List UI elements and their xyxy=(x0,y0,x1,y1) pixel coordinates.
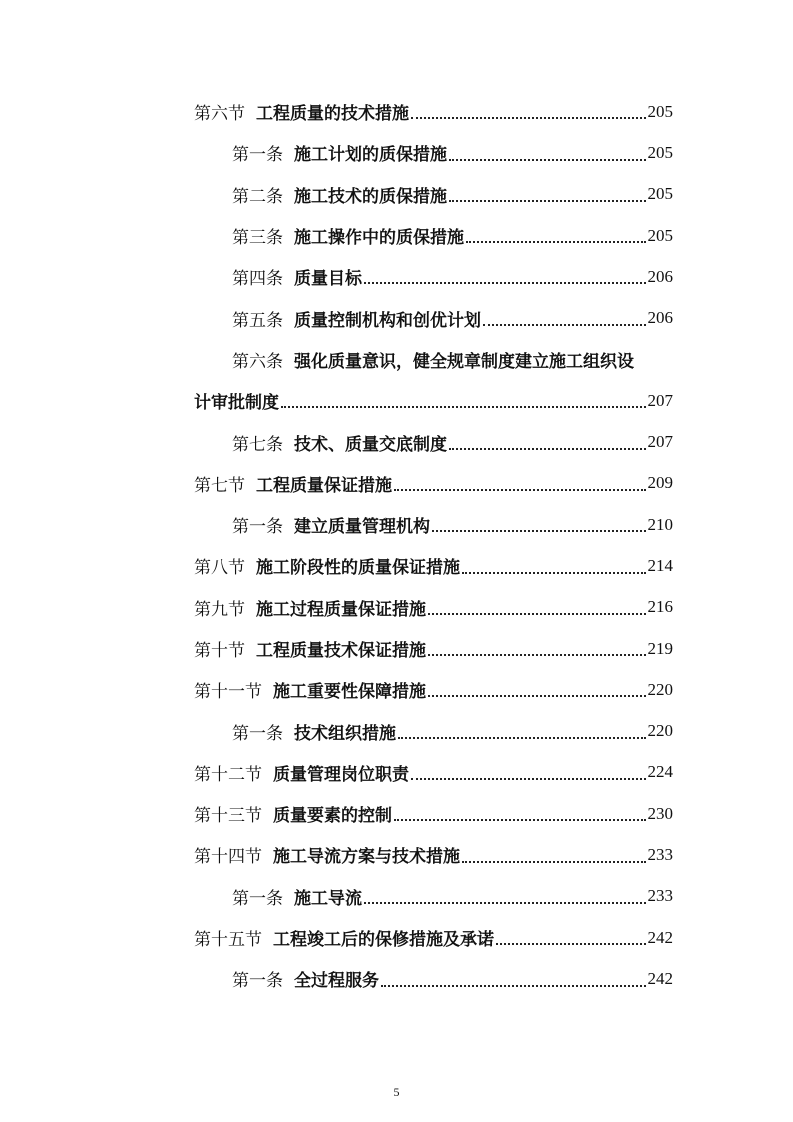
dot-leader xyxy=(428,654,646,656)
table-of-contents xyxy=(194,91,673,1000)
toc-entry-title: 施工阶段性的质量保证措施 xyxy=(256,558,460,579)
toc-entry-page: 210 xyxy=(647,514,673,534)
toc-entry-page: 224 xyxy=(647,762,673,782)
toc-entry[interactable] xyxy=(194,669,673,710)
toc-entry-title: 施工过程质量保证措施 xyxy=(256,599,426,620)
toc-entry[interactable] xyxy=(194,876,673,917)
toc-entry-page: 205 xyxy=(647,225,673,245)
toc-entry-page: 233 xyxy=(647,886,673,906)
toc-entry-title: 质量管理岗位职责 xyxy=(273,764,409,785)
toc-entry-number: 第七条 xyxy=(232,434,283,455)
toc-entry[interactable] xyxy=(194,752,673,793)
toc-entry-title: 施工技术的质保措施 xyxy=(294,186,447,207)
toc-entry-number: 第一条 xyxy=(232,517,283,538)
toc-entry-title: 工程质量的技术措施 xyxy=(256,104,409,125)
toc-entry[interactable] xyxy=(194,917,673,958)
toc-entry-page: 230 xyxy=(647,803,673,823)
toc-entry-title: 施工操作中的质保措施 xyxy=(294,228,464,249)
dot-leader xyxy=(381,985,646,987)
toc-entry-title: 技术、质量交底制度 xyxy=(294,434,447,455)
toc-entry-number: 第四条 xyxy=(232,269,283,290)
dot-leader xyxy=(428,695,646,697)
dot-leader xyxy=(462,861,646,863)
dot-leader xyxy=(449,200,646,202)
toc-entry[interactable] xyxy=(194,463,673,504)
toc-entry-title: 施工导流 xyxy=(294,888,362,909)
toc-entry-title-continuation: 计审批制度 xyxy=(194,393,279,414)
toc-entry-number: 第六节 xyxy=(194,104,245,125)
toc-entry-title: 全过程服务 xyxy=(294,971,379,992)
toc-entry-page: 207 xyxy=(647,390,673,410)
dot-leader xyxy=(466,241,646,243)
toc-entry-page: 205 xyxy=(647,184,673,204)
dot-leader xyxy=(411,117,646,119)
toc-entry[interactable] xyxy=(194,587,673,628)
toc-entry-number: 第二条 xyxy=(232,186,283,207)
dot-leader xyxy=(394,819,646,821)
toc-entry-number: 第三条 xyxy=(232,228,283,249)
toc-entry-title: 施工导流方案与技术措施 xyxy=(273,847,460,868)
toc-entry-page: 220 xyxy=(647,679,673,699)
dot-leader xyxy=(364,282,646,284)
toc-entry-number: 第五条 xyxy=(232,310,283,331)
toc-entry-number: 第十一节 xyxy=(194,682,262,703)
toc-entry-page: 209 xyxy=(647,473,673,493)
toc-entry-title: 质量控制机构和创优计划 xyxy=(294,310,481,331)
toc-entry-title: 工程竣工后的保修措施及承诺 xyxy=(273,930,494,951)
toc-entry-title: 工程质量保证措施 xyxy=(256,475,392,496)
toc-entry-page: 214 xyxy=(647,555,673,575)
dot-leader xyxy=(432,530,646,532)
toc-entry-wrapped-second-line[interactable] xyxy=(194,380,673,421)
toc-entry-number: 第十二节 xyxy=(194,764,262,785)
toc-entry-page: 242 xyxy=(647,927,673,947)
toc-entry-page: 206 xyxy=(647,308,673,328)
toc-entry[interactable] xyxy=(194,834,673,875)
toc-entry-page: 205 xyxy=(647,101,673,121)
toc-entry-page: 233 xyxy=(647,844,673,864)
toc-entry-number: 第十五节 xyxy=(194,930,262,951)
dot-leader xyxy=(449,159,646,161)
toc-entry[interactable] xyxy=(194,504,673,545)
toc-entry[interactable] xyxy=(194,793,673,834)
toc-entry-page: 219 xyxy=(647,638,673,658)
toc-entry[interactable] xyxy=(194,421,673,462)
toc-entry-number: 第一条 xyxy=(232,723,283,744)
toc-entry-number: 第八节 xyxy=(194,558,245,579)
toc-entry-title: 施工重要性保障措施 xyxy=(273,682,426,703)
toc-entry-number: 第十三节 xyxy=(194,806,262,827)
dot-leader xyxy=(496,943,646,945)
toc-entry-title: 强化质量意识，健全规章制度建立施工组织设 xyxy=(294,351,634,372)
dot-leader xyxy=(462,572,646,574)
dot-leader xyxy=(411,778,646,780)
toc-entry-title: 技术组织措施 xyxy=(294,723,396,744)
toc-entry-number: 第十节 xyxy=(194,641,245,661)
dot-leader xyxy=(428,613,646,615)
toc-entry[interactable] xyxy=(194,174,673,215)
toc-entry-title: 工程质量技术保证措施 xyxy=(256,641,426,661)
page-number: 5 xyxy=(393,1085,400,1099)
toc-entry-page: 216 xyxy=(647,597,673,617)
dot-leader xyxy=(394,489,646,491)
dot-leader xyxy=(364,902,646,904)
toc-entry-number: 第十四节 xyxy=(194,847,262,868)
toc-entry[interactable] xyxy=(194,215,673,256)
toc-entry[interactable] xyxy=(194,628,673,669)
toc-entry-number: 第九节 xyxy=(194,599,245,620)
toc-entry-number: 第六条 xyxy=(232,351,283,372)
toc-entry[interactable] xyxy=(194,958,673,999)
toc-entry[interactable] xyxy=(194,297,673,338)
toc-entry-page: 242 xyxy=(647,968,673,988)
toc-entry[interactable] xyxy=(194,545,673,586)
toc-entry-page: 220 xyxy=(647,721,673,741)
toc-entry-number: 第一条 xyxy=(232,888,283,909)
toc-entry-title: 建立质量管理机构 xyxy=(294,517,430,538)
toc-entry-title: 质量目标 xyxy=(294,269,362,290)
toc-entry-title: 施工计划的质保措施 xyxy=(294,145,447,166)
toc-entry[interactable] xyxy=(194,91,673,132)
toc-entry-title: 质量要素的控制 xyxy=(273,806,392,827)
toc-entry-page: 206 xyxy=(647,266,673,286)
toc-entry[interactable] xyxy=(194,132,673,173)
dot-leader xyxy=(483,324,646,326)
toc-entry[interactable] xyxy=(194,710,673,751)
toc-entry-number: 第一条 xyxy=(232,145,283,166)
dot-leader xyxy=(449,448,646,450)
toc-entry-number: 第七节 xyxy=(194,475,245,496)
toc-entry-page: 207 xyxy=(647,432,673,452)
toc-entry-page: 205 xyxy=(647,142,673,162)
toc-entry-wrapped-first-line[interactable] xyxy=(194,339,673,380)
toc-entry[interactable] xyxy=(194,256,673,297)
toc-entry-number: 第一条 xyxy=(232,971,283,992)
dot-leader xyxy=(281,406,646,408)
dot-leader xyxy=(398,737,646,739)
